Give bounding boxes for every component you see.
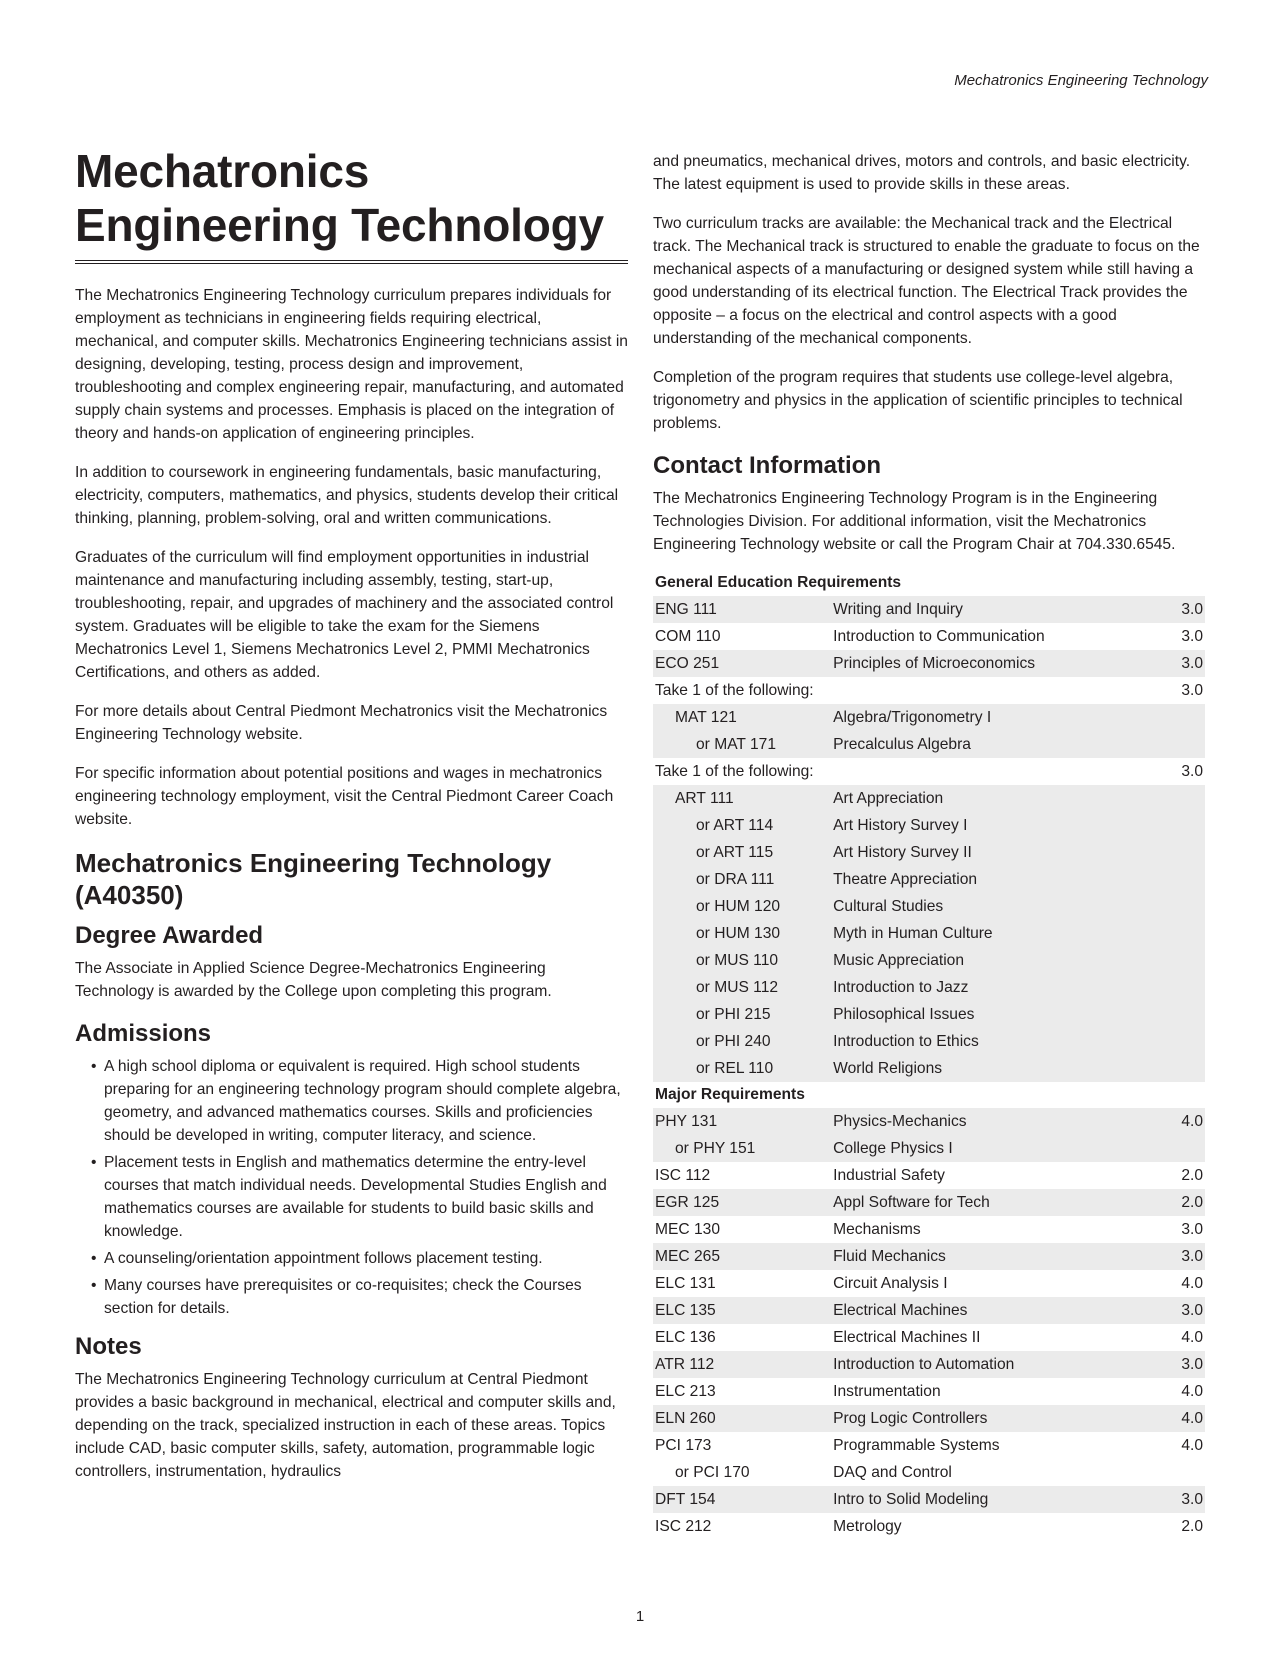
- list-item: • Many courses have prerequisites or co-requisites; check the Courses section for details.: [75, 1274, 628, 1320]
- course-credits: 4.0: [1181, 1382, 1203, 1400]
- course-credits: 3.0: [1179, 1351, 1205, 1378]
- course-code: or MAT 171: [653, 731, 831, 758]
- course-code: COM 110: [655, 627, 721, 645]
- course-code: or DRA 111: [653, 866, 831, 893]
- table-row: [653, 920, 1205, 947]
- table-row: [653, 650, 1205, 677]
- table-row: [653, 1243, 1205, 1270]
- bullet-dot: •: [91, 1058, 97, 1075]
- course-code: ISC 112: [655, 1166, 711, 1184]
- course-code: ELC 213: [655, 1382, 716, 1400]
- course-title: Art History Survey II: [831, 839, 1179, 866]
- course-credits: 4.0: [1181, 1274, 1203, 1292]
- course-credits: [1179, 1459, 1205, 1486]
- bullet-dot: •: [91, 1154, 97, 1171]
- tracks-paragraph: Two curriculum tracks are available: the Mechanical track and the Electrical track. The Mechanical track is structured to enable the graduate to focus on the mechanical aspects of a manufacturing or designed system while still having a good understanding of its electrical function. The Electrical Track provides the opposite – a focus on the electrical and control aspects with a good understanding of the mechanical components.: [653, 215, 1200, 347]
- course-credits: 2.0: [1179, 1189, 1205, 1216]
- intro-paragraph-5: For specific information about potential positions and wages in mechatronics engineering technology employment, visit the Central Piedmont Career Coach website.: [75, 765, 614, 828]
- course-code: ECO 251: [653, 650, 831, 677]
- table-row: [653, 623, 1205, 650]
- course-code: ELN 260: [653, 1405, 831, 1432]
- course-code: ISC 212: [655, 1517, 712, 1535]
- course-code: or PCI 170: [675, 1463, 750, 1481]
- course-credits: 3.0: [1179, 1297, 1205, 1324]
- page-number: 1: [635, 1608, 645, 1625]
- course-credits: 3.0: [1179, 1243, 1205, 1270]
- course-title: Introduction to Communication: [833, 627, 1045, 645]
- table-row: [653, 1162, 1205, 1189]
- table-row: [653, 1216, 1205, 1243]
- course-title: Introduction to Automation: [831, 1351, 1179, 1378]
- course-code: Take 1 of the following:: [655, 762, 814, 780]
- table-row: [653, 947, 1205, 974]
- course-credits: [1179, 731, 1205, 758]
- course-code: or PHI 240: [653, 1028, 831, 1055]
- left-column: [75, 144, 628, 1483]
- course-title: Industrial Safety: [833, 1166, 945, 1184]
- course-credits: [1179, 1055, 1205, 1082]
- page-title-line-2: Engineering Technology: [75, 199, 604, 251]
- table-row: [653, 1135, 1205, 1162]
- course-code: or PHY 151: [653, 1135, 831, 1162]
- course-credits: [1179, 1001, 1205, 1028]
- course-title: Metrology: [833, 1517, 902, 1535]
- course-title: Philosophical Issues: [831, 1001, 1179, 1028]
- intro-paragraph-3: Graduates of the curriculum will find employment opportunities in industrial maintenance and manufacturing including assembly, testing, start-up, troubleshooting, repair, and upgrades of machinery and the associated control system. Graduates will be eligible to take the exam for the Siemens Mechatronics Level 1, Siemens Mechatronics Level 2, PMMI Mechatronics Certifications, and others as added.: [75, 549, 614, 681]
- course-code: or HUM 130: [653, 920, 831, 947]
- requirements-section-header: [653, 1082, 1205, 1108]
- page-title: [75, 144, 628, 264]
- course-title: [831, 677, 1179, 704]
- table-row: [653, 839, 1205, 866]
- table-row: [653, 1028, 1205, 1055]
- admissions-heading: Admissions: [75, 1020, 212, 1047]
- course-credits: 2.0: [1181, 1517, 1203, 1535]
- course-code: MEC 265: [653, 1243, 831, 1270]
- course-title: Introduction to Ethics: [831, 1028, 1179, 1055]
- course-title: Programmable Systems: [833, 1436, 1000, 1454]
- course-code: or ART 115: [653, 839, 831, 866]
- degree-heading: Degree Awarded: [75, 922, 264, 949]
- table-row: [653, 1189, 1205, 1216]
- course-credits: 4.0: [1181, 1328, 1203, 1346]
- course-code: ELC 131: [655, 1274, 716, 1292]
- notes-text: The Mechatronics Engineering Technology curriculum at Central Piedmont provides a basic background in mechanical, electrical and computer skills and, depending on the track, specialized instruction in each of these areas. Topics include CAD, basic computer skills, safety, automation, programmable logic controllers, instrumentation, hydraulics: [75, 1371, 616, 1480]
- course-title: Electrical Machines: [831, 1297, 1179, 1324]
- course-credits: 4.0: [1179, 1405, 1205, 1432]
- course-credits: 4.0: [1179, 1108, 1205, 1135]
- course-code: DFT 154: [653, 1486, 831, 1513]
- course-code: MEC 130: [655, 1220, 721, 1238]
- course-credits: 3.0: [1179, 596, 1205, 623]
- right-column: [653, 150, 1205, 1540]
- table-row: [653, 785, 1205, 812]
- course-code: or PHI 215: [653, 1001, 831, 1028]
- table-row: [653, 893, 1205, 920]
- course-credits: [1179, 947, 1205, 974]
- course-credits: [1179, 1135, 1205, 1162]
- table-row: [653, 677, 1205, 704]
- course-title: [831, 758, 1179, 785]
- requirements-table: [653, 570, 1205, 1540]
- course-credits: [1179, 785, 1205, 812]
- contact-heading: Contact Information: [653, 452, 881, 479]
- section-title: Major Requirements: [655, 1086, 805, 1103]
- degree-text: The Associate in Applied Science Degree-Mechatronics Engineering Technology is awarded by the College upon completing this program.: [75, 960, 552, 1000]
- program-heading: Mechatronics Engineering Technology (A40350): [75, 848, 552, 910]
- table-row: [653, 1108, 1205, 1135]
- course-credits: 4.0: [1181, 1436, 1203, 1454]
- course-title: Appl Software for Tech: [831, 1189, 1179, 1216]
- table-row: [653, 731, 1205, 758]
- course-title: Myth in Human Culture: [831, 920, 1179, 947]
- course-code: or HUM 120: [653, 893, 831, 920]
- course-title: DAQ and Control: [833, 1463, 952, 1481]
- course-credits: 3.0: [1179, 650, 1205, 677]
- table-row: [653, 1405, 1205, 1432]
- course-code: or MUS 110: [653, 947, 831, 974]
- bullet-dot: •: [91, 1277, 97, 1294]
- course-credits: [1179, 974, 1205, 1001]
- course-title: Electrical Machines II: [833, 1328, 981, 1346]
- running-header: Mechatronics Engineering Technology: [954, 72, 1208, 89]
- course-code: or REL 110: [653, 1055, 831, 1082]
- list-item: • A high school diploma or equivalent is required. High school students preparing for an engineering technology program should complete algebra, geometry, and advanced mathematics courses. Skills and proficiencies should be developed in writing, computer literacy, and science.: [75, 1055, 628, 1147]
- table-row: [653, 1486, 1205, 1513]
- course-credits: [1179, 893, 1205, 920]
- course-title: Music Appreciation: [831, 947, 1179, 974]
- table-row: [653, 1513, 1205, 1540]
- course-code: PCI 173: [655, 1436, 712, 1454]
- course-title: College Physics I: [831, 1135, 1179, 1162]
- course-credits: 3.0: [1181, 762, 1203, 780]
- course-title: Mechanisms: [833, 1220, 921, 1238]
- table-row: [653, 1459, 1205, 1486]
- course-credits: 3.0: [1179, 1486, 1205, 1513]
- course-title: Theatre Appreciation: [831, 866, 1179, 893]
- table-row: [653, 812, 1205, 839]
- course-title: World Religions: [831, 1055, 1179, 1082]
- course-credits: 3.0: [1181, 681, 1203, 699]
- course-code: or MUS 112: [653, 974, 831, 1001]
- course-credits: [1179, 704, 1205, 731]
- course-credits: [1179, 812, 1205, 839]
- admissions-list: [75, 1055, 628, 1320]
- course-code: ART 111: [653, 785, 831, 812]
- notes-heading: Notes: [75, 1333, 142, 1360]
- course-title: Circuit Analysis I: [833, 1274, 948, 1292]
- intro-paragraph-2: In addition to coursework in engineering fundamentals, basic manufacturing, electricity, computers, mathematics, and physics, students develop their critical thinking, planning, problem-solving, oral and written communications.: [75, 464, 619, 527]
- course-credits: [1179, 866, 1205, 893]
- course-credits: 2.0: [1181, 1166, 1203, 1184]
- course-credits: [1179, 920, 1205, 947]
- course-code: MAT 121: [653, 704, 831, 731]
- table-row: [653, 704, 1205, 731]
- table-row: [653, 1378, 1205, 1405]
- course-code: ATR 112: [653, 1351, 831, 1378]
- course-title: Intro to Solid Modeling: [831, 1486, 1179, 1513]
- course-code: ENG 111: [653, 596, 831, 623]
- table-row: [653, 1297, 1205, 1324]
- list-item: • A counseling/orientation appointment follows placement testing.: [75, 1247, 628, 1270]
- table-row: [653, 1001, 1205, 1028]
- table-row: [653, 866, 1205, 893]
- course-title: Physics-Mechanics: [831, 1108, 1179, 1135]
- course-credits: [1179, 1028, 1205, 1055]
- course-credits: 3.0: [1181, 1220, 1203, 1238]
- table-row: [653, 758, 1205, 785]
- course-code: EGR 125: [653, 1189, 831, 1216]
- table-row: [653, 1270, 1205, 1297]
- list-item: • Placement tests in English and mathematics determine the entry-level courses that match individual needs. Developmental Studies English and mathematics courses are available for students to build basic skills and knowledge.: [75, 1151, 628, 1243]
- section-title: General Education Requirements: [655, 574, 902, 591]
- table-row: [653, 974, 1205, 1001]
- course-title: Principles of Microeconomics: [831, 650, 1179, 677]
- completion-paragraph: Completion of the program requires that students use college-level algebra, trigonometry and physics in the application of scientific principles to technical problems.: [653, 369, 1183, 432]
- course-title: Algebra/Trigonometry I: [831, 704, 1179, 731]
- course-title: Fluid Mechanics: [831, 1243, 1179, 1270]
- course-code: Take 1 of the following:: [655, 681, 814, 699]
- course-code: PHY 131: [653, 1108, 831, 1135]
- course-credits: [1179, 839, 1205, 866]
- table-row: [653, 1432, 1205, 1459]
- requirements-section-header: [653, 570, 1205, 596]
- intro-paragraph-4: For more details about Central Piedmont Mechatronics visit the Mechatronics Engineering Technology website.: [75, 703, 608, 743]
- course-title: Instrumentation: [833, 1382, 941, 1400]
- table-row: [653, 596, 1205, 623]
- course-title: Art Appreciation: [831, 785, 1179, 812]
- course-title: Cultural Studies: [831, 893, 1179, 920]
- intro-paragraph-1: The Mechatronics Engineering Technology curriculum prepares individuals for employment as technicians in engineering fields requiring electrical, mechanical, and computer skills. Mechatronics Engineering technicians assist in designing, developing, testing, process design and improvement, troubleshooting and complex engineering repair, manufacturing, and automated supply chain systems and processes. Emphasis is placed on the integration of theory and hands-on application of engineering principles.: [75, 287, 628, 442]
- table-row: [653, 1351, 1205, 1378]
- course-code: ELC 135: [653, 1297, 831, 1324]
- course-credits: 3.0: [1181, 627, 1203, 645]
- table-row: [653, 1324, 1205, 1351]
- course-title: Art History Survey I: [831, 812, 1179, 839]
- course-code: ELC 136: [655, 1328, 716, 1346]
- continued-paragraph: and pneumatics, mechanical drives, motors and controls, and basic electricity. The latest equipment is used to provide skills in these areas.: [653, 153, 1191, 193]
- table-row: [653, 1055, 1205, 1082]
- bullet-dot: •: [91, 1250, 97, 1267]
- contact-text: The Mechatronics Engineering Technology Program is in the Engineering Technologies Division. For additional information, visit the Mechatronics Engineering Technology website or call the Program Chair at 704.330.6545.: [653, 490, 1176, 553]
- course-title: Precalculus Algebra: [831, 731, 1179, 758]
- course-title: Prog Logic Controllers: [831, 1405, 1179, 1432]
- course-code: or ART 114: [653, 812, 831, 839]
- course-title: Introduction to Jazz: [831, 974, 1179, 1001]
- course-title: Writing and Inquiry: [831, 596, 1179, 623]
- page-title-line-1: Mechatronics: [75, 145, 370, 197]
